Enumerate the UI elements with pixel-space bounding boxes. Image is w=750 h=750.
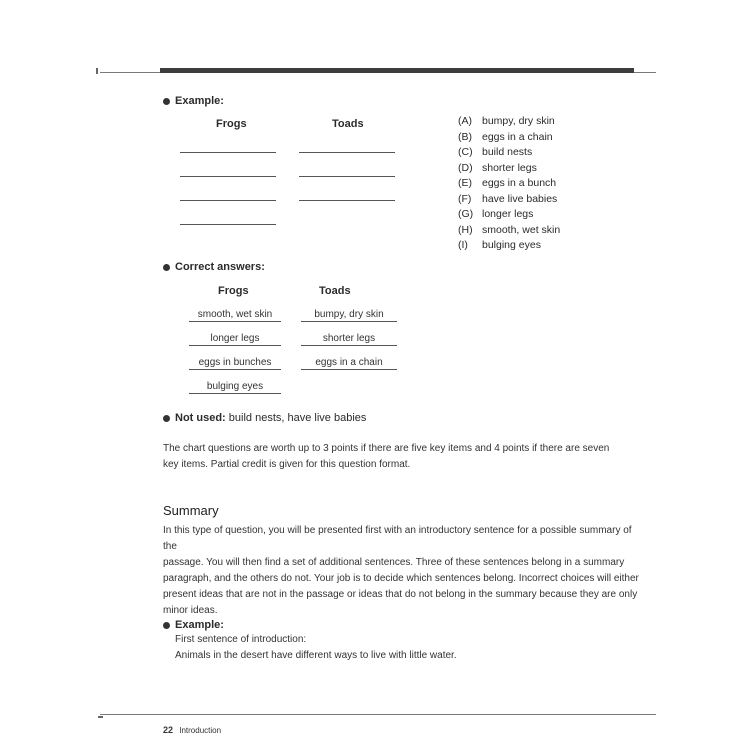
correct-toads-1: bumpy, dry skin: [301, 309, 397, 322]
correct-frogs-2: longer legs: [189, 333, 281, 346]
summary-heading: Summary: [163, 503, 219, 518]
scoring-paragraph: The chart questions are worth up to 3 points if there are five key items and 4 points if there are seven key items. Partial credit is given for this question format.: [163, 443, 610, 470]
option-b: (B) eggs in a chain: [458, 130, 553, 143]
option-e: (E) eggs in a bunch: [458, 177, 557, 189]
toads-blank-2[interactable]: [299, 176, 395, 177]
footer-section: Introduction: [179, 726, 222, 735]
toads-blank-1[interactable]: [299, 152, 395, 153]
bullet-icon: [163, 622, 170, 629]
correct-frogs-1: smooth, wet skin: [189, 309, 281, 322]
option-d: (D) shorter legs: [458, 161, 537, 174]
example-label: Example:: [175, 95, 224, 107]
toads-header: Toads: [332, 118, 364, 130]
option-i: (I) bulging eyes: [458, 239, 541, 251]
bullet-icon: [163, 415, 170, 422]
summary-example-text: First sentence of introduction: Animals in the desert have different ways to live with little water.: [175, 634, 457, 661]
header-bar: [160, 68, 634, 73]
correct-toads-2: shorter legs: [301, 333, 397, 346]
footer-margin-tick: [98, 716, 103, 718]
frogs-header: Frogs: [216, 118, 247, 130]
margin-tick: [96, 68, 98, 74]
bullet-icon: [163, 264, 170, 271]
frogs-blank-1[interactable]: [180, 152, 276, 153]
summary-paragraph: In this type of question, you will be presented first with an introductory sentence for a possible summary of the passage. You will then find a set of additional sentences. Three of these sentences belong in a summary paragraph, and the others do not. Your job is to decide which sentences belong. Incorrect choices will either present ideas that are not in the passage or ideas that do not belong in the summary because they are only minor ideas.: [163, 525, 639, 616]
toads-blank-3[interactable]: [299, 200, 395, 201]
summary-example-label: Example:: [175, 619, 224, 631]
correct-toads-header: Toads: [319, 285, 351, 297]
not-used-label: Not used:: [175, 412, 226, 424]
frogs-blank-4[interactable]: [180, 224, 276, 225]
option-f: (F) have live babies: [458, 192, 558, 205]
option-a: (A) bumpy, dry skin: [458, 115, 555, 127]
answer-options-list: [458, 114, 560, 254]
correct-frogs-3: eggs in bunches: [189, 357, 281, 370]
not-used-line: [175, 412, 366, 424]
footer-rule: [100, 714, 656, 715]
option-g: (G) longer legs: [458, 208, 534, 220]
correct-answers-label: Correct answers:: [175, 261, 265, 273]
bullet-icon: [163, 98, 170, 105]
page-number: 22: [163, 725, 174, 735]
correct-toads-3: eggs in a chain: [301, 357, 397, 370]
correct-frogs-header: Frogs: [218, 285, 249, 297]
frogs-blank-3[interactable]: [180, 200, 276, 201]
footer: [163, 725, 221, 735]
correct-frogs-4: bulging eyes: [189, 381, 281, 394]
option-h: (H) smooth, wet skin: [458, 223, 561, 236]
frogs-blank-2[interactable]: [180, 176, 276, 177]
not-used-text: build nests, have live babies: [228, 412, 367, 424]
option-c: (C) build nests: [458, 146, 533, 158]
